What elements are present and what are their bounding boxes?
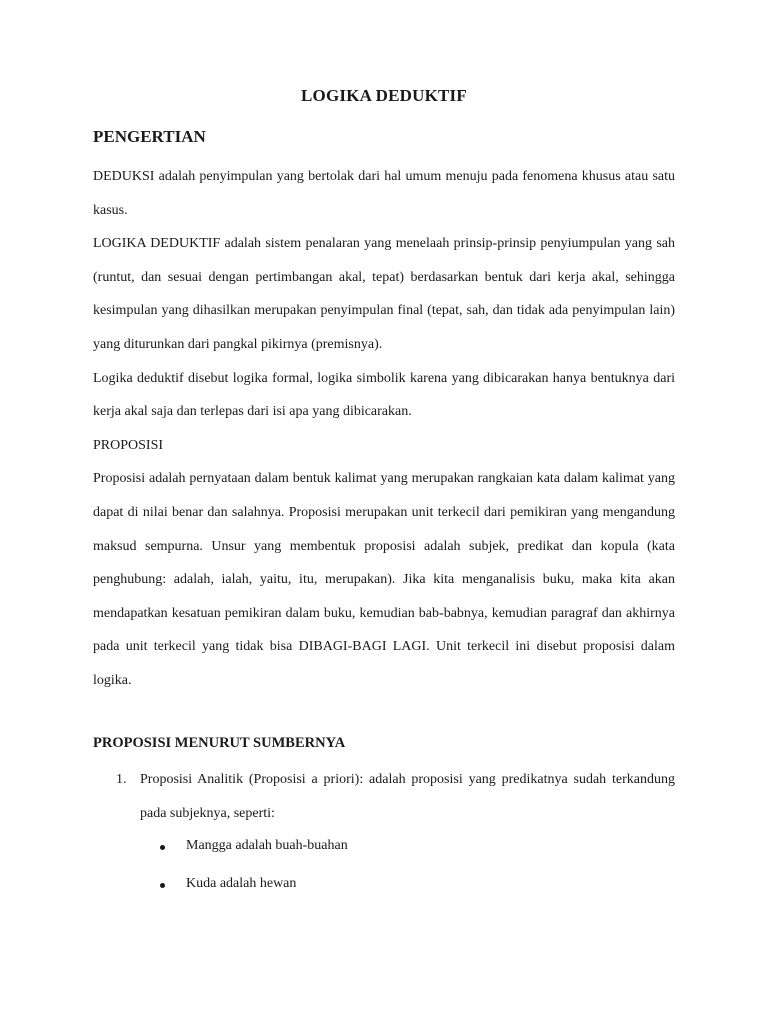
bullet-icon <box>160 883 165 888</box>
subheading-proposisi: PROPOSISI <box>93 437 164 453</box>
numbered-list <box>93 763 675 830</box>
section-heading-proposisi-menurut-sumbernya: PROPOSISI MENURUT SUMBERNYA <box>93 735 346 751</box>
bullet-text: Mangga adalah buah-buahan <box>186 838 348 853</box>
paragraph-proposisi: Proposisi adalah pernyataan dalam bentuk kalimat yang merupakan rangkaian kata dalam kalimat yang dapat di nilai benar dan salahnya. Proposisi merupakan unit terkecil dari pemikiran yang mengandung maksud sempurna. Unsur yang membentuk proposisi adalah subjek, predikat dan kopula (kata penghubung: adalah, ialah, yaitu, itu, merupakan). Jika kita menganalisis buku, maka kita akan mendapatkan kesatuan pemikiran dalam buku, kemudian bab-babnya, kemudian paragraf dan akhirnya pada unit terkecil yang tidak bisa DIBAGI-BAGI LAGI. Unit terkecil ini disebut proposisi dalam logika. <box>93 471 675 688</box>
section-heading-pengertian: PENGERTIAN <box>93 127 206 146</box>
body-text <box>93 160 675 698</box>
paragraph-deduksi: DEDUKSI adalah penyimpulan yang bertolak dari hal umum menuju pada fenomena khusus atau satu kasus. <box>93 169 675 218</box>
list-item-text: Proposisi Analitik (Proposisi a priori): adalah proposisi yang predikatnya sudah terkandung pada subjeknya, seperti: <box>140 772 675 821</box>
paragraph-logika-deduktif: LOGIKA DEDUKTIF adalah sistem penalaran yang menelaah prinsip-prinsip penyiumpulan yang sah (runtut, dan sesuai dengan pertimbangan akal, tepat) berdasarkan bentuk dari kerja akal, sehingga kesimpulan yang dihasilkan merupakan penyimpulan final (tepat, sah, dan tidak ada penyimpulan lain) yang diturunkan dari pangkal pikirnya (premisnya). <box>93 236 675 352</box>
bullet-text: Kuda adalah hewan <box>186 876 297 891</box>
list-item-number: 1. <box>116 772 127 787</box>
list-item <box>93 763 675 830</box>
document-title: LOGIKA DEDUKTIF <box>301 86 467 105</box>
paragraph-logika-formal: Logika deduktif disebut logika formal, logika simbolik karena yang dibicarakan hanya bentuknya dari kerja akal saja dan terlepas dari isi apa yang dibicarakan. <box>93 370 675 420</box>
bullet-icon <box>160 845 165 850</box>
